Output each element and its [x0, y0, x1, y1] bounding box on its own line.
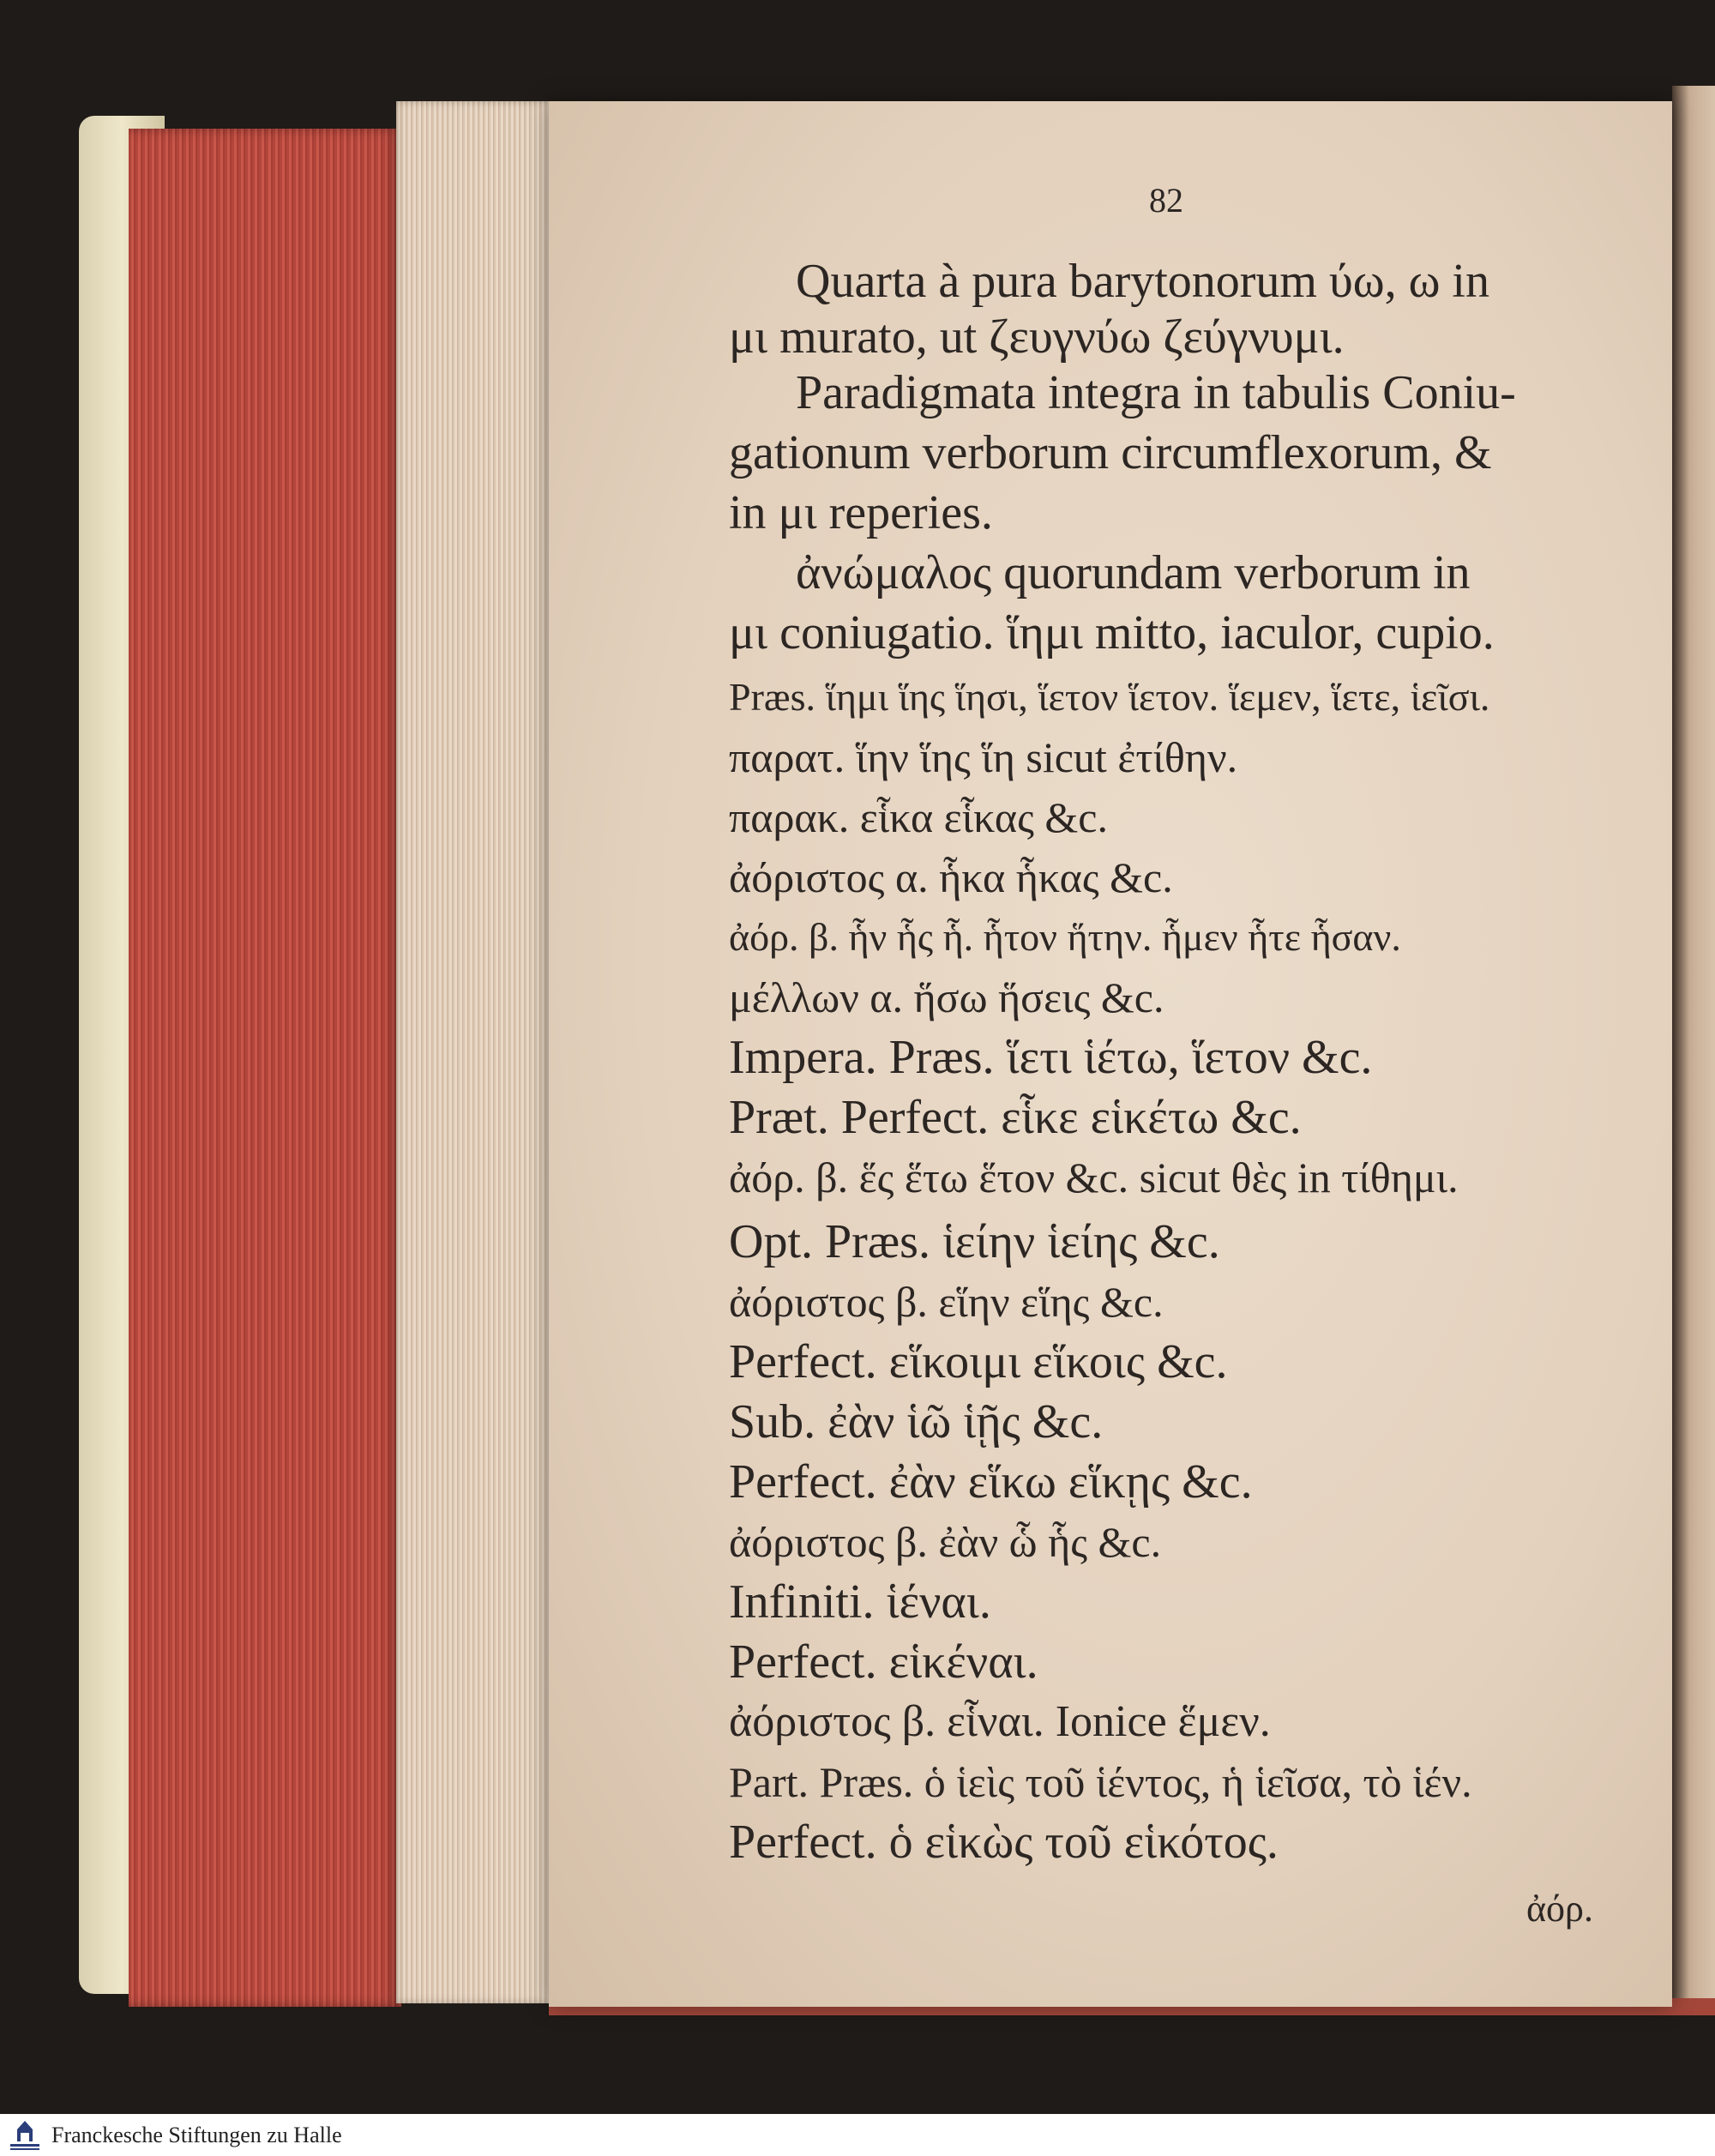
text-line: Præs. ἵημι ἵης ἵησι, ἵετον ἵετον. ἵεμεν, ἵετε, ἱεῖσι. [729, 675, 1490, 719]
text-line: ἀόρ. β. ἧν ἧς ἧ. ἧτον ἥτην. ἧμεν ἧτε ἧσαν. [729, 915, 1401, 959]
text-line: Part. Præs. ὁ ἱεὶς τοῦ ἱέντος, ἡ ἱεῖσα, τὸ ἱέν. [729, 1758, 1472, 1806]
text-line: Opt. Præs. ἱείην ἱείης &c. [729, 1215, 1220, 1268]
text-line: μι murato, ut ζευγνύω ζεύγνυμι. [729, 310, 1345, 364]
text-line: μέλλων α. ἥσω ἥσεις &c. [729, 973, 1164, 1021]
page-number: 82 [1149, 181, 1183, 220]
text-line: μι coniugatio. ἵημι mitto, iaculor, cupio. [729, 606, 1495, 659]
text-line: ἀόριστος β. εἷναι. Ionice ἕμεν. [729, 1697, 1271, 1746]
text-line: ἀόριστος α. ἧκα ἧκας &c. [729, 853, 1173, 901]
text-line: ἀόρ. β. ἕς ἕτω ἕτον &c. sicut θὲς in τίθημι. [729, 1153, 1459, 1201]
text-line: Sub. ἐὰν ἱῶ ἱῇς &c. [729, 1395, 1104, 1448]
text-line: Perfect. εἱκέναι. [729, 1635, 1038, 1689]
text-line: παρατ. ἵην ἵης ἵη sicut ἐτίθην. [729, 733, 1238, 781]
institution-logo-icon [7, 2117, 43, 2152]
text-line: ἀνώμαλος quorundam verborum in [796, 546, 1471, 599]
text-line: Infiniti. ἱέναι. [729, 1575, 991, 1629]
text-line: Impera. Præs. ἵετι ἱέτω, ἵετον &c. [729, 1031, 1373, 1084]
page-stack [396, 101, 551, 2003]
text-line: Quarta à pura barytonorum ύω, ω in [796, 255, 1489, 308]
text-line: ἀόριστος β. ἐὰν ὧ ἧς &c. [729, 1518, 1162, 1566]
book-edge-red [129, 129, 401, 2007]
facing-page-edge [1672, 86, 1715, 2007]
text-line: Præt. Perfect. εἷκε εἱκέτω &c. [729, 1091, 1302, 1144]
text-line: in μι reperies. [729, 486, 993, 539]
text-line: Perfect. ὁ εἱκὼς τοῦ εἱκότος. [729, 1816, 1279, 1869]
footer-institution: Franckesche Stiftungen zu Halle [51, 2123, 342, 2147]
text-line: ἀόριστος β. εἵην εἵης &c. [729, 1278, 1164, 1326]
catchword: ἀόρ. [1526, 1888, 1594, 1930]
footer-bar [0, 2114, 1715, 2156]
text-line: παρακ. εἷκα εἷκας &c. [729, 793, 1108, 841]
text-line: Perfect. ἐὰν εἵκω εἵκῃς &c. [729, 1455, 1253, 1509]
text-line: gationum verborum circumflexorum, & [729, 426, 1492, 479]
text-line: Paradigmata integra in tabulis Coniu- [796, 366, 1516, 419]
text-line: Perfect. εἵκοιμι εἵκοις &c. [729, 1335, 1228, 1388]
